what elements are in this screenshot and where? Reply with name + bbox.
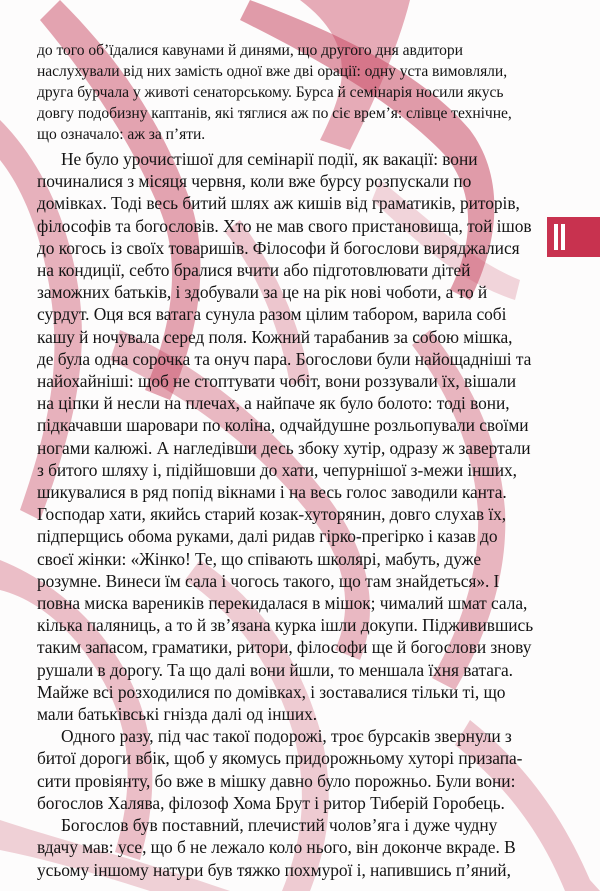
text-line: богослов Халява, філозоф Хома Брут і ритор Тиберій Горобець. [37, 792, 505, 813]
text-line: повна миска вареників перекидалася в мішок; чималий шмат сала, [37, 593, 528, 614]
text-line: розумне. Винеси їм сала і чогось такого, що там знайдеться». І [37, 570, 500, 591]
page-body-text [37, 40, 555, 881]
text-line: таким запасом, граматики, ритори, філософи ще й богослови знову [37, 637, 532, 658]
text-line: кашу й ночувала серед поля. Кожний тарабанив за собою мішка, [37, 326, 513, 347]
text-line: де була одна сорочка та онуч пара. Богослови були найощадніші та [37, 348, 532, 369]
text-line: кілька паляниць, а то й зв’язана курка ішли докупи. Підживившись [37, 615, 534, 636]
text-line: філософів та богословів. Хто не мав свого пристановища, той ішов [37, 215, 532, 236]
text-line: ногами калюжі. А нагледівши десь збоку хутір, одразу ж завертали [37, 437, 531, 458]
text-line: найохайніші: щоб не стоптувати чобіт, вони роззували їх, вішали [37, 371, 517, 392]
text-line: своєї жінки: «Жінко! Те, що співають школярі, мабуть, дуже [37, 548, 482, 569]
text-line: рушали в дорогу. Та що далі вони йшли, то меншала їхня ватага. [37, 659, 513, 680]
text-line: до когось із своїх товаришів. Філософи й богослови виряджалися [37, 237, 520, 258]
chapter-tab-marker [547, 217, 600, 257]
text-line: на кондиції, себто бралися вчити або підготовлювати дітей [37, 260, 471, 281]
text-line: що означало: аж за п’яти. [37, 126, 206, 143]
text-line: починалися з місяця червня, коли вже бурсу розпускали по [37, 171, 472, 192]
text-line: Не було урочистішої для семінарії події, як вакації: вони [61, 149, 478, 169]
text-line: домівках. Тоді весь битий шлях аж кишів від граматиків, риторів, [37, 193, 520, 214]
text-line: підкачавши шаровари по коліна, одчайдушне розльопували своїми [37, 415, 529, 436]
text-line: Господар хати, якийсь старий козак-хуторянин, довго слухав їх, [37, 504, 507, 525]
text-line: заможних батьків, і здобували за це на рік нові чоботи, а то й [37, 282, 488, 303]
paragraph-2 [37, 148, 555, 725]
text-line: наслухували від них замість одної вже дві орації: одну уста вимовляли, [37, 63, 508, 80]
paragraph-3 [37, 725, 555, 814]
text-line: шикувалися в ряд попід вікнами і на весь голос заводили канта. [37, 482, 507, 503]
text-line: довгу подобизну каптанів, які тяглися аж по сіє врем’я: слівце технічне, [37, 105, 512, 122]
tab-marker-bar [554, 224, 558, 250]
paragraph-4 [37, 814, 555, 881]
text-line: на ціпки й несли на плечах, а найпаче як було болото: тоді вони, [37, 393, 510, 414]
text-line: битої дороги вбік, щоб у якомусь придорожньому хуторі призапа- [37, 748, 523, 769]
text-line: сити провіянту, бо вже в мішку давно було порожньо. Були вони: [37, 770, 516, 791]
text-line: друга бурчала у животі сенаторському. Бурса й семінарія носили якусь [37, 84, 504, 101]
text-line: вдачу мав: усе, що б не лежало коло нього, він доконче вкраде. В [37, 837, 516, 858]
text-line: Богослов був поставний, плечистий чолов’яга і дуже чудну [61, 815, 498, 836]
text-line: мали батьківські гнізда далі од інших. [37, 704, 318, 725]
text-line: до того об’їдалися кавунами й динями, що другого дня авдитори [37, 42, 463, 59]
text-line: з битого шляху і, підійшовши до хати, чепурнішої з-межи інших, [37, 459, 517, 480]
tab-marker-bar [561, 224, 565, 250]
text-line: Одного разу, під час такої подорожі, троє бурсаків звернули з [61, 726, 512, 747]
text-line: усьому іншому натури був тяжко похмурої і, напившись п’яний, [37, 859, 511, 880]
paragraph-1 [37, 40, 555, 145]
text-line: Майже всі розходилися по домівках, і зоставалися тільки ті, що [37, 681, 506, 702]
text-line: підперщись обома руками, далі ридав гірко-прегірко і казав до [37, 526, 498, 547]
text-line: сурдут. Оця вся ватага сунула разом цілим табором, варила собі [37, 304, 507, 325]
